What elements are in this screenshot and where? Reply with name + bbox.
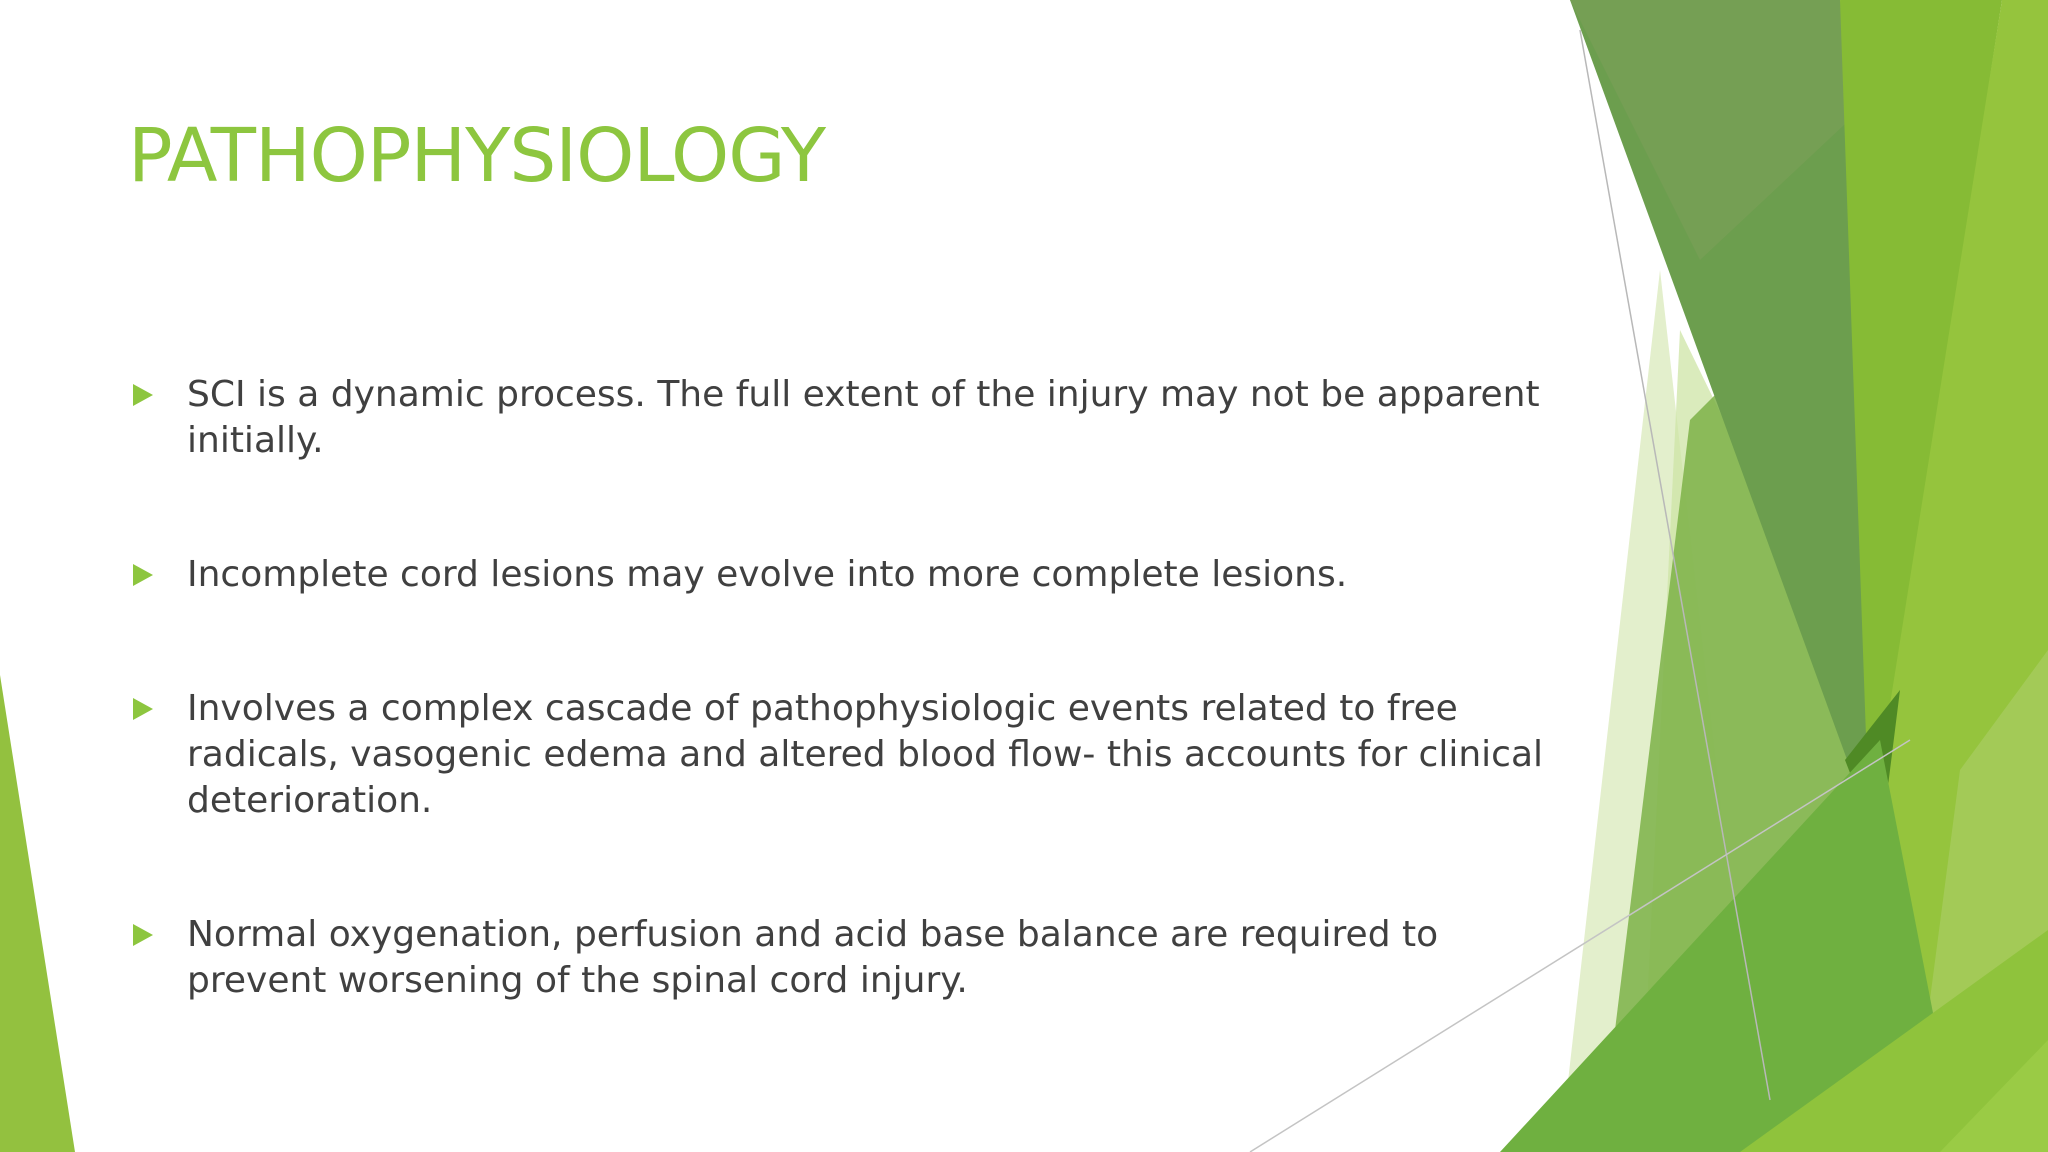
bullet-text: SCI is a dynamic process. The full extent of the injury may not be apparent initially. <box>187 374 1540 461</box>
triangle-right-icon <box>133 924 153 946</box>
bullet-item <box>130 372 1550 464</box>
bullet-text: Normal oxygenation, perfusion and acid base balance are required to prevent worsening of the spinal cord injury. <box>187 914 1439 1001</box>
triangle-right-icon <box>133 384 153 406</box>
bullet-text: Incomplete cord lesions may evolve into more complete lesions. <box>187 554 1348 595</box>
bullet-item <box>130 686 1550 824</box>
slide-title: PATHOPHYSIOLOGY <box>128 113 826 199</box>
bullet-item <box>130 912 1550 1004</box>
bullet-text: Involves a complex cascade of pathophysiologic events related to free radicals, vasogenic edema and altered blood flow- this accounts for clinical deterioration. <box>187 688 1544 821</box>
left-green-sliver <box>0 675 75 1152</box>
triangle-right-icon <box>133 698 153 720</box>
bullet-item <box>130 552 1550 598</box>
triangle-right-icon <box>133 564 153 586</box>
bullet-list <box>130 372 1550 1004</box>
